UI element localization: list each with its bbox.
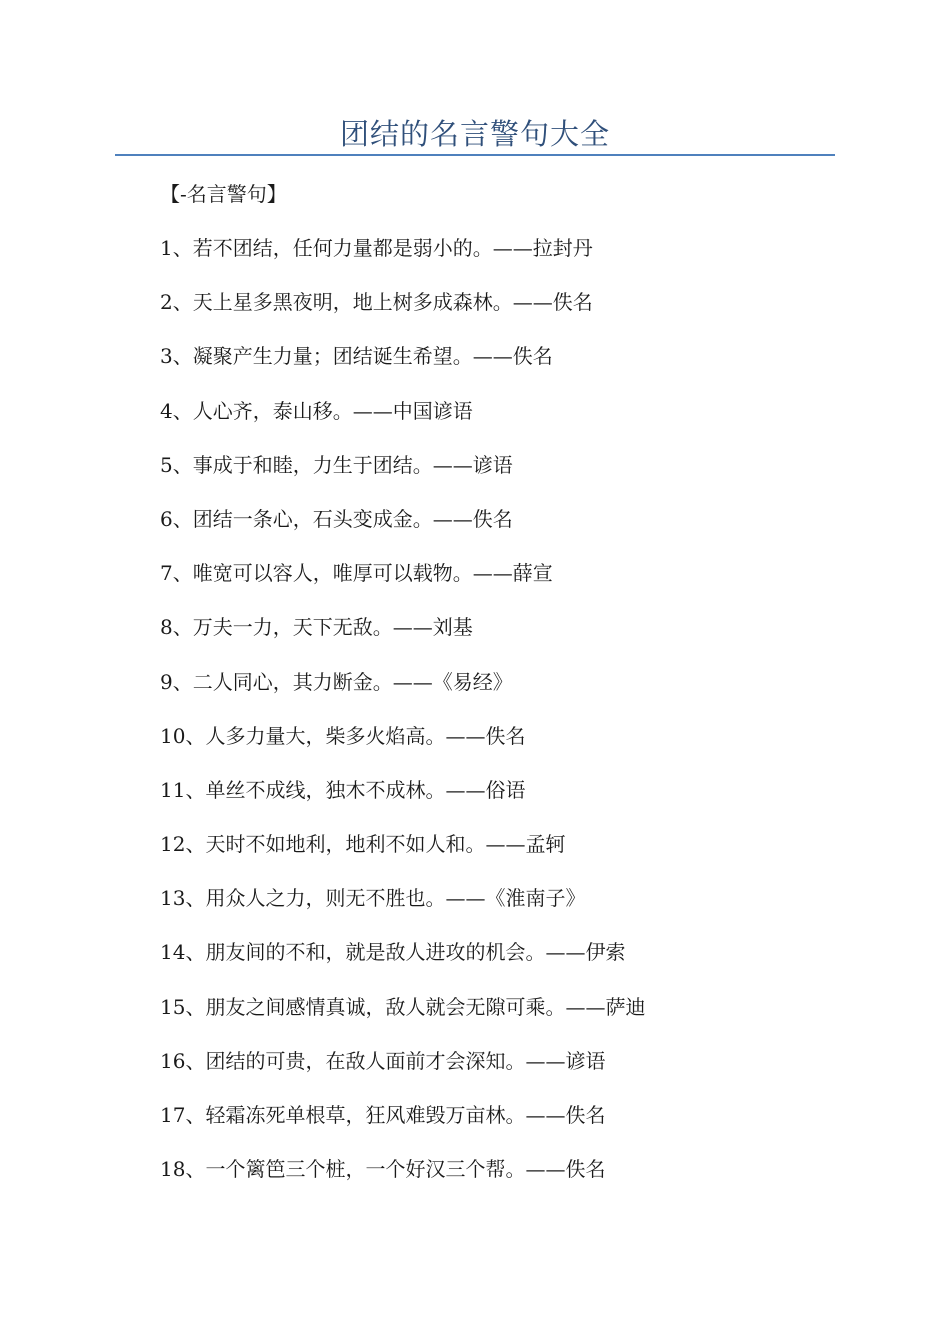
quote-item: 17、轻霜冻死单根草，狂风难毁万亩林。——佚名 [160, 1103, 606, 1127]
quote-item: 16、团结的可贵，在敌人面前才会深知。——谚语 [160, 1048, 606, 1073]
quote-item: 6、团结一条心，石头变成金。——佚名 [160, 506, 513, 531]
quote-item: 15、朋友之间感情真诚，敌人就会无隙可乘。——萨迪 [160, 994, 646, 1019]
quote-item: 18、一个篱笆三个桩，一个好汉三个帮。——佚名 [160, 1157, 606, 1182]
quote-item: 3、凝聚产生力量；团结诞生希望。——佚名 [160, 344, 553, 369]
quote-item: 2、天上星多黑夜明，地上树多成森林。——佚名 [160, 290, 593, 315]
quote-list [160, 233, 860, 1208]
quote-item: 13、用众人之力，则无不胜也。——《淮南子》 [160, 886, 586, 911]
title-underline [115, 154, 835, 156]
page-title: 团结的名言警句大全 [339, 117, 610, 151]
quote-item: 9、二人同心，其力断金。——《易经》 [160, 669, 513, 694]
quote-item: 1、若不团结，任何力量都是弱小的。——拉封丹 [160, 236, 593, 260]
quote-item: 14、朋友间的不和，就是敌人进攻的机会。——伊索 [160, 940, 626, 965]
quote-item: 12、天时不如地利，地利不如人和。——孟轲 [160, 832, 566, 857]
quote-item: 11、单丝不成线，独木不成林。——俗语 [160, 777, 526, 802]
quote-item: 7、唯宽可以容人，唯厚可以载物。——薛宣 [160, 561, 553, 586]
quote-item: 5、事成于和睦，力生于团结。——谚语 [160, 452, 513, 477]
quote-item: 8、万夫一力，天下无敌。——刘基 [160, 615, 473, 640]
quote-item: 4、人心齐，泰山移。——中国谚语 [160, 398, 473, 423]
section-heading: 【-名言警句】 [160, 182, 287, 206]
quote-item: 10、人多力量大，柴多火焰高。——佚名 [160, 723, 526, 748]
